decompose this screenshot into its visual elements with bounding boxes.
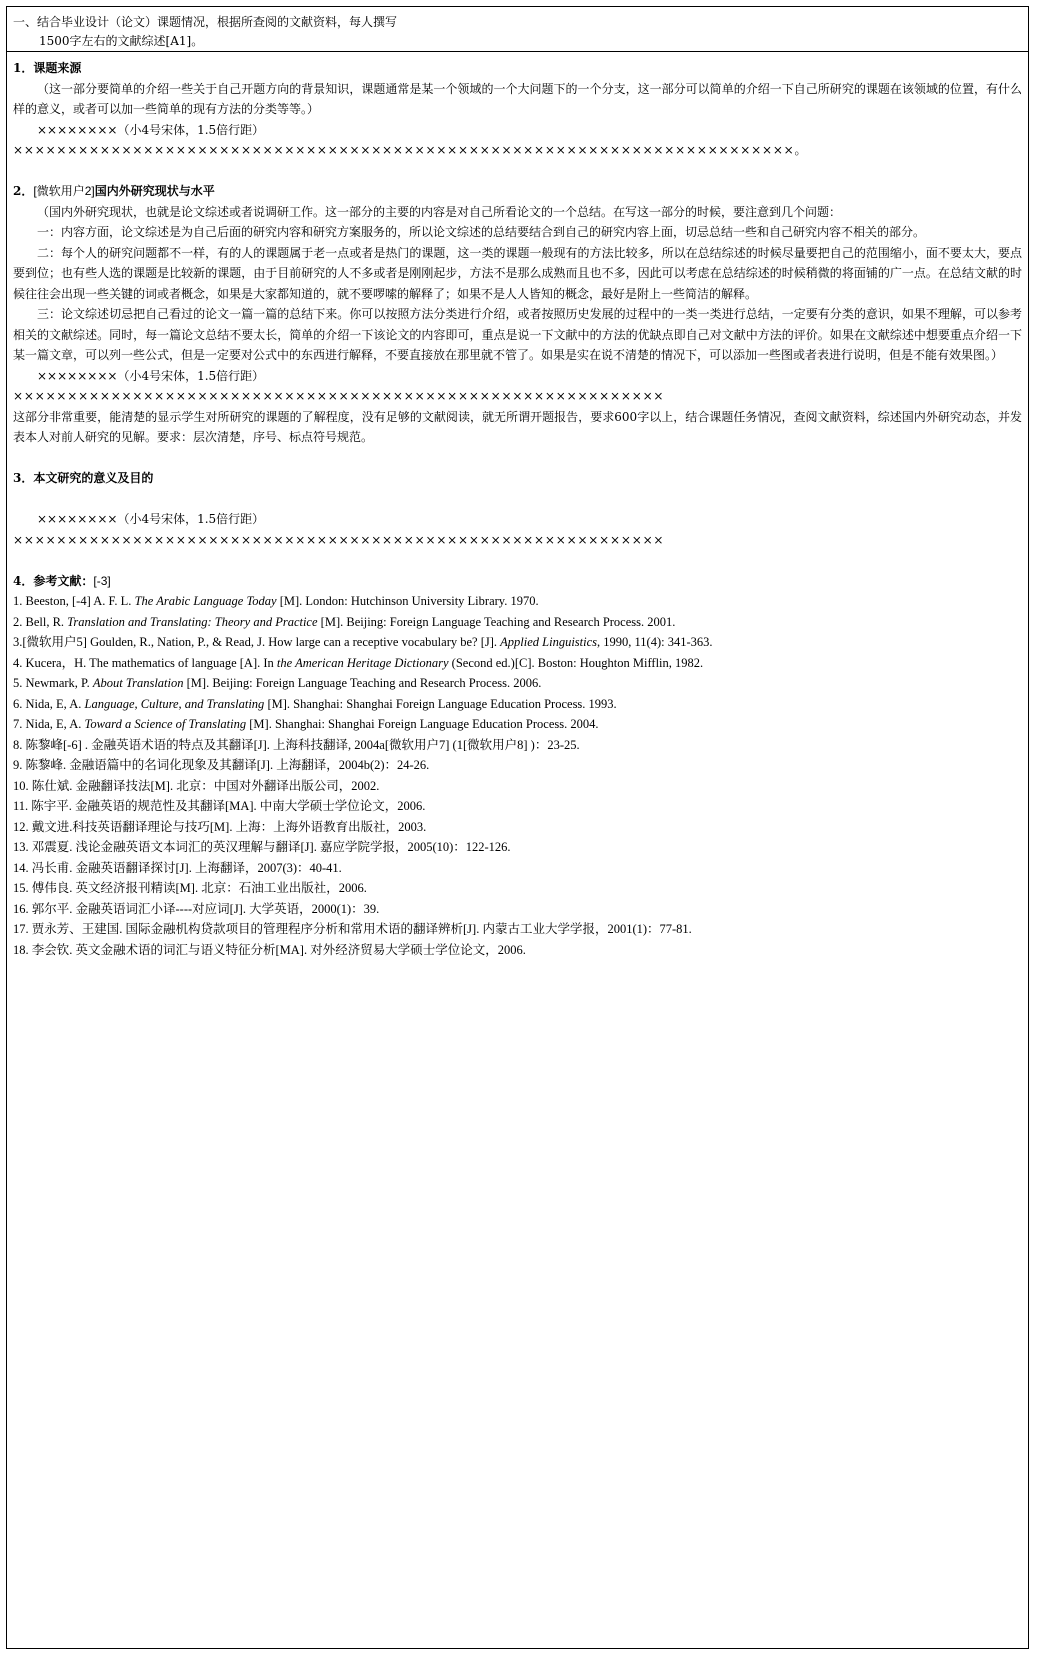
reference-item: 18. 李会钦. 英文金融术语的词汇与语义特征分析[MA]. 对外经济贸易大学硕士学位论文，2006. bbox=[13, 942, 526, 957]
section2-point1: 一：内容方面，论文综述是为自己后面的研究内容和研究方案服务的，所以论文综述的总结要结合到自己的研究内容上面，切忌总结一些和自己研究内容不相关的部分。 bbox=[37, 225, 926, 239]
reference-item: 8. 陈黎峰[-6] . 金融英语术语的特点及其翻译[J]. 上海科技翻译, 2004a[微软用户7] (1[微软用户8] )：23-25. bbox=[13, 737, 580, 752]
content-cell bbox=[7, 52, 1028, 1648]
section2-num: 2． bbox=[13, 184, 34, 198]
section2-title-text: 国内外研究现状与水平 bbox=[94, 184, 215, 198]
reference-item: 1. Beeston, [-4] A. F. L. The Arabic Language Today [M]. London: Hutchinson University Library. 1970. bbox=[13, 594, 539, 608]
comment-marker[interactable]: [微软用户2] bbox=[33, 184, 95, 198]
section2-point2: 二：每个人的研究问题都不一样，有的人的课题属于老一点或者是热门的课题，这一类的课题一般现有的方法比较多，所以在总结综述的时候尽量要把自己的范围缩小，面不要太大，要点要到位；也有些人选的课题是比较新的课题，由于目前研究的人不多或者是刚刚起步，方法不是那么成熟而且也不多，因此可以考虑在总结综述的时候稍微的将面铺的广一点。在总结文献的时候往往会出现一些关键的词或者概念，如果是大家都知道的，就不要啰嗦的解释了；如果不是人人皆知的概念，最好是附上一些简洁的解释。 bbox=[13, 245, 1022, 301]
reference-item: 17. 贾永芳、王建国. 国际金融机构贷款项目的管理程序分析和常用术语的翻译辨析[J]. 内蒙古工业大学学报，2001(1)：77-81. bbox=[13, 922, 692, 936]
reference-item: 14. 冯长甫. 金融英语翻译探讨[J]. 上海翻译，2007(3)：40-41. bbox=[13, 860, 342, 875]
header-cell bbox=[7, 7, 1028, 52]
section3-placeholder: ××××××××（小4号宋体，1.5倍行距） bbox=[37, 512, 265, 526]
reference-item: 15. 傅伟良. 英文经济报刊精读[M]. 北京：石油工业出版社，2006. bbox=[13, 881, 367, 895]
section1-placeholder: ××××××××（小4号宋体，1.5倍行距） bbox=[37, 122, 265, 137]
section1-desc: （这一部分要简单的介绍一些关于自己开题方向的背景知识，课题通常是某一个领域的一个大问题下的一个分支，这一部分可以简单的介绍一下自己所研究的课题在该领域的位置，有什么样的意义，或者可以加一些简单的现有方法的分类等等。） bbox=[13, 81, 1022, 116]
header-line-1: 一、结合毕业设计（论文）课题情况，根据所查阅的文献资料，每人撰写 bbox=[13, 15, 398, 29]
reference-item: 13. 邓震夏. 浅论金融英语文本词汇的英汉理解与翻译[J]. 嘉应学院学报，2005(10)：122-126. bbox=[13, 840, 511, 854]
section2-title bbox=[13, 181, 1022, 202]
comment-marker[interactable]: [-3] bbox=[93, 573, 111, 588]
reference-item: 4. Kucera，H. The mathematics of language [A]. In the American Heritage Dictionary (Second ed.)[C]. Boston: Houghton Mifflin, 1982. bbox=[13, 655, 704, 670]
section2-filler: ×××××××××××××××××××××××××××××××××××××××××××××××××××××××××××× bbox=[13, 389, 665, 403]
section2-point3: 三：论文综述切忌把自己看过的论文一篇一篇的总结下来。你可以按照方法分类进行介绍，或者按照历史发展的过程中的一类一类进行总结，一定要有分类的意识，如果不理解，可以参考相关的文献综述。同时，每一篇论文总结不要太长，简单的介绍一下该论文的内容即可，重点是说一下文献中的方法的优缺点即自己对文献中方法的评价。如果在文献综述中想要重点介绍一下某一篇文章，可以列一些公式，但是一定要对公式中的东西进行解释，不要直接放在那里就不管了。如果是实在说不清楚的情况下，可以添加一些图或者表进行说明，但是不能有效果图。） bbox=[13, 307, 1022, 362]
reference-item: 9. 陈黎峰. 金融语篇中的名词化现象及其翻译[J]. 上海翻译，2004b(2)：24-26. bbox=[13, 758, 430, 772]
reference-item: 12. 戴文进.科技英语翻译理论与技巧[M]. 上海：上海外语教育出版社，2003. bbox=[13, 819, 427, 834]
section1-filler: ××××××××××××××××××××××××××××××××××××××××××××××××××××××××××××××××××××××××。 bbox=[13, 143, 808, 157]
section4-title bbox=[13, 571, 1022, 592]
reference-item: 5. Newmark, P. About Translation [M]. Beijing: Foreign Language Teaching and Research Process. 2006. bbox=[13, 676, 542, 690]
section4-title-text: 4．参考文献： bbox=[13, 573, 94, 588]
reference-item: 6. Nida, E, A. Language, Culture, and Translating [M]. Shanghai: Shanghai Foreign Language Education Process. 1993. bbox=[13, 696, 617, 711]
header-line-2: 1500字左右的文献综述[A1]。 bbox=[39, 34, 204, 48]
form-table bbox=[6, 6, 1029, 1649]
reference-item: 11. 陈宇平. 金融英语的规范性及其翻译[MA]. 中南大学硕士学位论文，2006. bbox=[13, 799, 426, 813]
reference-item: 3.[微软用户5] Goulden, R., Nation, P., & Read, J. How large can a receptive vocabulary be? [J]. Applied Linguistics, 1990, 11(4): 341-363. bbox=[13, 635, 713, 649]
section3-filler: ×××××××××××××××××××××××××××××××××××××××××××××××××××××××××××× bbox=[13, 532, 665, 547]
reference-item: 10. 陈仕斌. 金融翻译技法[M]. 北京：中国对外翻译出版公司，2002. bbox=[13, 778, 380, 793]
reference-item: 2. Bell, R. Translation and Translating: Theory and Practice [M]. Beijing: Foreign Language Teaching and Research Process. 2001. bbox=[13, 614, 676, 629]
section1-title: 1．课题来源 bbox=[13, 61, 82, 75]
section3-title: 3．本文研究的意义及目的 bbox=[13, 471, 154, 485]
section2-placeholder: ××××××××（小4号宋体，1.5倍行距） bbox=[37, 368, 265, 383]
reference-item: 7. Nida, E, A. Toward a Science of Translating [M]. Shanghai: Shanghai Foreign Language Education Process. 2004. bbox=[13, 717, 599, 731]
section2-note: 这部分非常重要，能清楚的显示学生对所研究的课题的了解程度，没有足够的文献阅读，就无所谓开题报告，要求600字以上，结合课题任务情况，查阅文献资料，综述国内外研究动态，并发表本人对前人研究的见解。要求：层次清楚，序号、标点符号规范。 bbox=[13, 409, 1022, 444]
section2-intro: （国内外研究现状，也就是论文综述或者说调研工作。这一部分的主要的内容是对自己所看论文的一个总结。在写这一部分的时候，要注意到几个问题： bbox=[37, 204, 842, 219]
reference-item: 16. 郭尔平. 金融英语词汇小译----对应词[J]. 大学英语，2000(1)：39. bbox=[13, 901, 380, 916]
